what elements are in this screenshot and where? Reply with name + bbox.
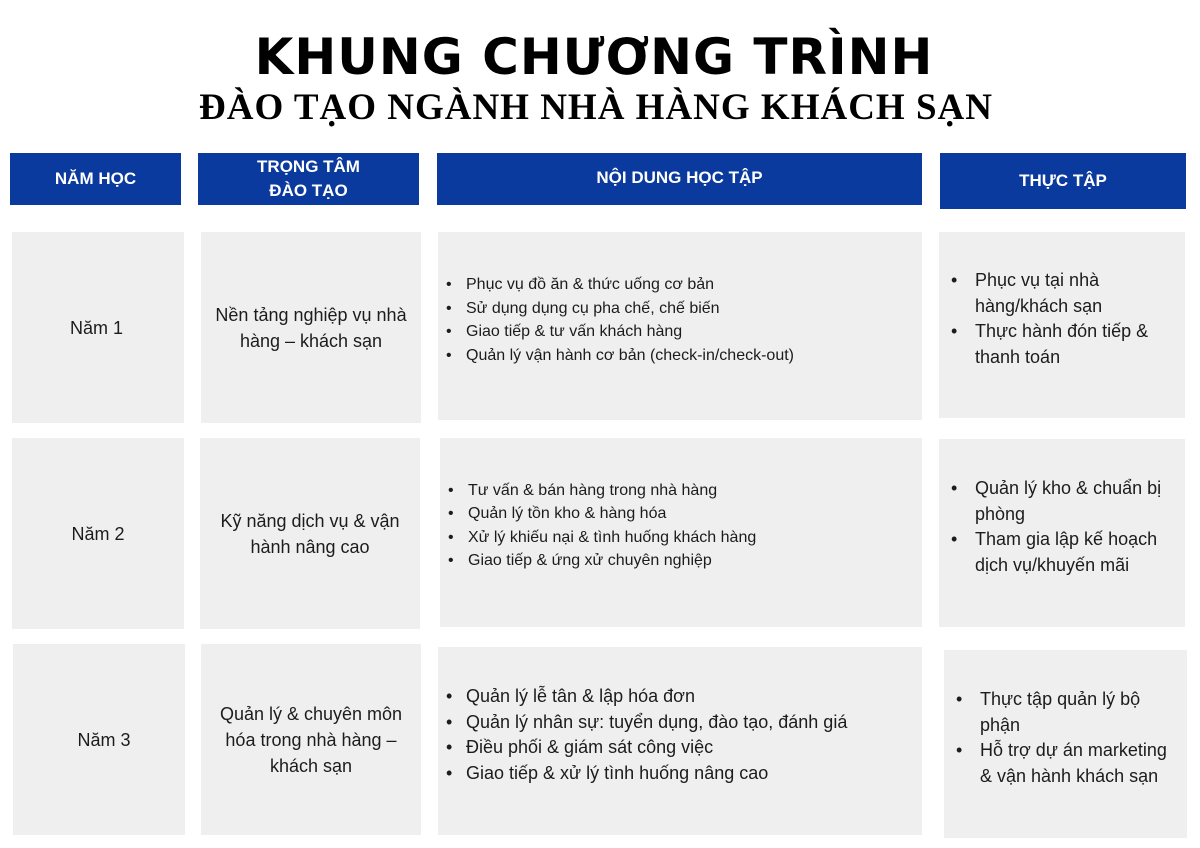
header-focus-line1: TRỌNG TÂM — [257, 157, 360, 176]
list-item: • Phục vụ đồ ăn & thức uống cơ bản — [466, 273, 794, 297]
list-item: • Thực hành đón tiếp & thanh toán — [975, 319, 1173, 370]
header-internship — [940, 153, 1186, 209]
year-cell — [12, 232, 184, 423]
header-internship-label: THỰC TẬP — [1019, 171, 1107, 190]
list-item: • Giao tiếp & tư vấn khách hàng — [466, 320, 794, 344]
year-label: Năm 1 — [69, 317, 123, 338]
list-item: • Quản lý lễ tân & lập hóa đơn — [466, 684, 847, 710]
internship-cell — [944, 650, 1187, 838]
year-label: Năm 3 — [77, 729, 131, 750]
content-list — [438, 273, 794, 367]
header-year-label: NĂM HỌC — [54, 169, 137, 188]
content-cell — [438, 232, 922, 420]
list-item: • Thực tập quản lý bộ phận — [980, 687, 1175, 738]
internship-list — [939, 476, 1185, 578]
focus-text: Nền tảng nghiệp vụ nhà hàng – khách sạn — [215, 304, 407, 351]
year-cell — [12, 438, 184, 629]
content-list — [438, 684, 847, 786]
content-cell — [438, 647, 922, 835]
internship-list — [944, 687, 1187, 789]
content-list — [440, 479, 756, 573]
list-item: • Xử lý khiếu nại & tình huống khách hàng — [468, 526, 756, 550]
title-line-1: KHUNG CHƯƠNG TRÌNH — [254, 28, 934, 86]
list-item: • Quản lý vận hành cơ bản (check-in/check-out) — [466, 344, 794, 368]
list-item: • Phục vụ tại nhà hàng/khách sạn — [975, 268, 1173, 319]
list-item: • Hỗ trợ dự án marketing & vận hành khách sạn — [980, 738, 1175, 789]
list-item: • Sử dụng dụng cụ pha chế, chế biến — [466, 297, 794, 321]
year-cell — [13, 644, 185, 835]
list-item: • Quản lý kho & chuẩn bị phòng — [975, 476, 1173, 527]
list-item: • Điều phối & giám sát công việc — [466, 735, 847, 761]
header-focus — [198, 153, 419, 205]
internship-cell — [939, 439, 1185, 627]
focus-cell — [201, 644, 421, 835]
header-focus-line2: ĐÀO TẠO — [269, 181, 348, 200]
internship-list — [939, 268, 1185, 370]
list-item: • Quản lý nhân sự: tuyển dụng, đào tạo, đánh giá — [466, 710, 847, 736]
focus-cell — [201, 232, 421, 423]
header-year — [10, 153, 181, 205]
list-item: • Quản lý tồn kho & hàng hóa — [468, 502, 756, 526]
list-item: • Giao tiếp & xử lý tình huống nâng cao — [466, 761, 847, 787]
header-content — [437, 153, 922, 205]
content-cell — [440, 438, 922, 627]
list-item: • Giao tiếp & ứng xử chuyên nghiệp — [468, 549, 756, 573]
year-label: Năm 2 — [71, 523, 125, 544]
list-item: • Tham gia lập kế hoạch dịch vụ/khuyến mãi — [975, 527, 1173, 578]
header-content-label: NỘI DUNG HỌC TẬP — [596, 168, 763, 187]
title-line-2: ĐÀO TẠO NGÀNH NHÀ HÀNG KHÁCH SẠN — [199, 87, 993, 128]
list-item: • Tư vấn & bán hàng trong nhà hàng — [468, 479, 756, 503]
focus-text: Kỹ năng dịch vụ & vận hành nâng cao — [220, 510, 400, 557]
focus-cell — [200, 438, 420, 629]
focus-text: Quản lý & chuyên môn hóa trong nhà hàng – khách sạn — [219, 703, 403, 776]
internship-cell — [939, 232, 1185, 418]
